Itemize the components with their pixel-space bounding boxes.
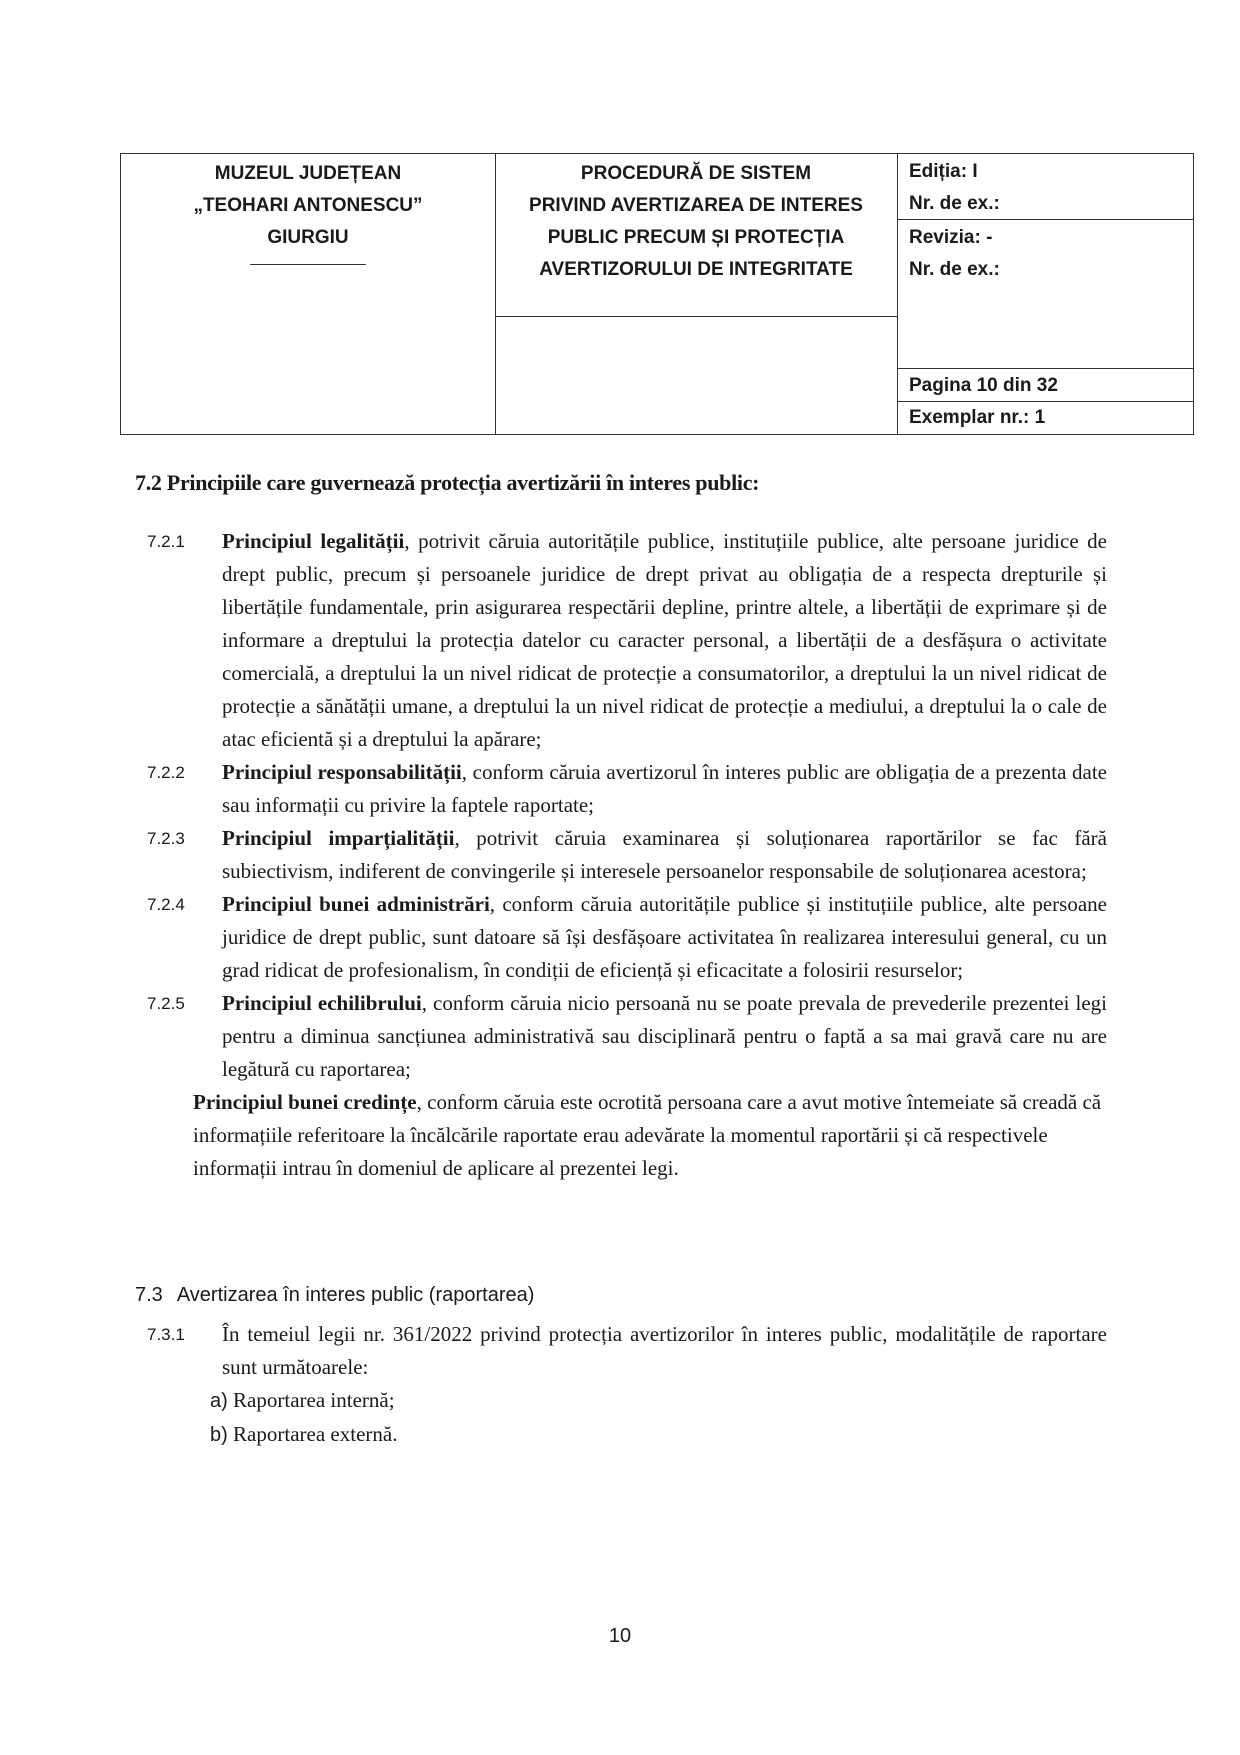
- list-text: Raportarea internă;: [227, 1388, 395, 1412]
- list-item: [210, 1418, 1107, 1452]
- principle-item: [147, 987, 1107, 1086]
- item-number: 7.2.4: [147, 895, 185, 914]
- reporting-text: În temeiul legii nr. 361/2022 privind protecția avertizorilor în interes public, modalitățile de raportare sunt următoarele:: [222, 1322, 1107, 1379]
- principle-title: Principiul bunei credințe: [193, 1090, 417, 1114]
- editia-copies-label: Nr. de ex.:: [909, 193, 1000, 214]
- signature-rule: [250, 264, 366, 265]
- section-number: 7.3: [135, 1284, 163, 1306]
- section-7-2-body: [147, 525, 1107, 1185]
- item-number: 7.2.5: [147, 994, 185, 1013]
- procedure-title-line: AVERTIZORULUI DE INTEGRITATE: [539, 259, 853, 280]
- principle-title: Principiul responsabilității: [222, 760, 462, 784]
- item-number: 7.2.2: [147, 763, 185, 782]
- procedure-title-line: PUBLIC PRECUM ȘI PROTECȚIA: [547, 227, 845, 248]
- principle-title: Principiul legalității: [222, 529, 405, 553]
- list-item: [210, 1384, 1107, 1418]
- principle-text: , conform căruia nicio persoană nu se poate prevala de prevederile prezentei legi pentru a diminua sancțiunea administrativă sau disciplinară pentru o faptă a sa mai gravă care nu are legătură cu raportarea;: [222, 991, 1107, 1081]
- principle-text: , conform căruia autoritățile publice și instituțiile publice, alte persoane juridice de drept public, sunt datoare să își desfășoare activitatea în realizarea interesului general, cu un grad ridicat de profesionalism, în condiții de eficiență și eficacitate a folosirii resurselor;: [222, 892, 1107, 982]
- item-number: 7.3.1: [147, 1325, 185, 1344]
- page-number: 10: [608, 1625, 632, 1647]
- institution-line: MUZEUL JUDEȚEAN: [214, 163, 402, 184]
- principle-item: [147, 525, 1107, 756]
- institution-line: GIURGIU: [267, 227, 349, 248]
- principle-good-faith: [193, 1086, 1107, 1185]
- procedure-title-line: PROCEDURĂ DE SISTEM: [580, 163, 812, 184]
- principle-item: [147, 888, 1107, 987]
- section-title: Avertizarea în interes public (raportarea): [176, 1284, 535, 1306]
- editia-label: Ediția: I: [909, 161, 978, 182]
- principle-text: , potrivit căruia examinarea și soluționarea raportărilor se fac fără subiectivism, indiferent de convingerile și interesele persoanelor responsabile de soluționarea acestora;: [222, 826, 1108, 883]
- revizia-copies-label: Nr. de ex.:: [909, 259, 1000, 280]
- item-number: 7.2.1: [147, 532, 185, 551]
- principle-text: , conform căruia avertizorul în interes public are obligația de a prezenta date sau informații cu privire la faptele raportate;: [222, 760, 1108, 817]
- institution-line: „TEOHARI ANTONESCU”: [193, 195, 423, 216]
- section-7-3-body: [147, 1318, 1107, 1452]
- section-7-3-heading: [135, 1284, 534, 1307]
- copy-number-label: Exemplar nr.: 1: [909, 407, 1046, 428]
- principle-title: Principiul bunei administrări: [222, 892, 490, 916]
- section-7-2-heading: 7.2 Principiile care guvernează protecția avertizării în interes public:: [135, 470, 760, 495]
- revizia-label: Revizia: -: [909, 227, 993, 248]
- list-text: Raportarea externă.: [227, 1422, 398, 1446]
- list-label: a): [210, 1390, 228, 1412]
- principle-title: Principiul echilibrului: [222, 991, 422, 1015]
- principle-title: Principiul imparțialității: [222, 826, 455, 850]
- institution-cell: [121, 154, 496, 434]
- document-meta-cell: [897, 154, 1193, 434]
- list-label: b): [210, 1424, 228, 1446]
- principle-item: [147, 756, 1107, 822]
- document-header-table: [120, 153, 1194, 435]
- reporting-item: [147, 1318, 1107, 1384]
- page-count-label: Pagina 10 din 32: [897, 369, 1193, 402]
- reporting-methods-list: [210, 1384, 1107, 1452]
- principle-text: , conform căruia este ocrotită persoana care a avut motive întemeiate să creadă că informațiile referitoare la încălcările raportate erau adevărate la momentul raportării și că respectivele informații intrau în domeniul de aplicare al prezentei legi.: [193, 1090, 1102, 1180]
- procedure-title-line: PRIVIND AVERTIZAREA DE INTERES: [529, 195, 863, 216]
- item-number: 7.2.3: [147, 829, 185, 848]
- principle-text: , potrivit căruia autoritățile publice, instituțiile publice, alte persoane juridice de drept public, precum și persoanele juridice de drept privat au obligația de a respecta drepturile și libertățile fundamentale, prin asigurarea respectării depline, printre altele, a libertății de exprimare și de informare a dreptului la protecția datelor cu caracter personal, a libertății de a desfășura o activitate comercială, a dreptului la un nivel ridicat de protecție a consumatorilor, a dreptului la un nivel ridicat de protecție a sănătății umane, a dreptului la un nivel ridicat de protecție a mediului, a dreptului la o cale de atac eficientă și a dreptului la apărare;: [222, 529, 1107, 751]
- principle-item: [147, 822, 1107, 888]
- procedure-title-cell: [495, 154, 898, 434]
